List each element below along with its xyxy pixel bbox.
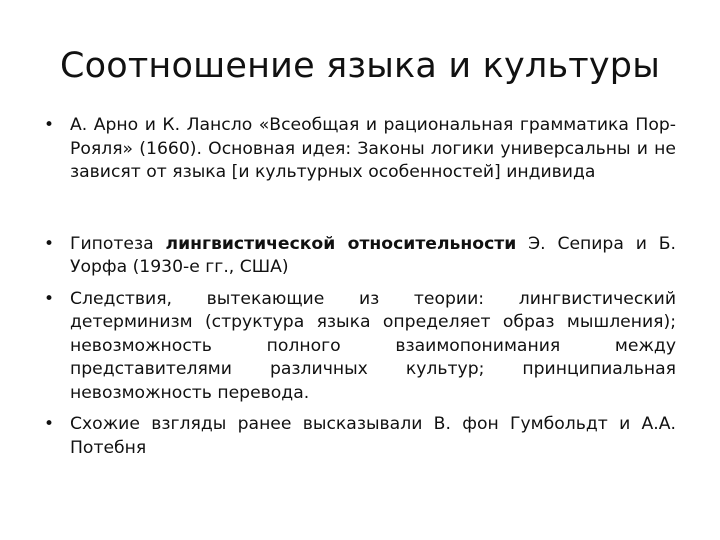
bullet-icon: • — [44, 288, 55, 309]
bullet-icon: • — [44, 115, 55, 135]
bullet-item-consequences — [44, 288, 676, 406]
bullet-item-humboldt-potebnya — [44, 413, 676, 460]
bullet-item-arno-lanslo — [44, 114, 676, 185]
bullet-text-suffix: Э. Сепира и Б. Уорфа (1930-е гг., США) — [70, 233, 676, 277]
slide-title: Соотношение языка и культуры — [59, 46, 661, 86]
bullet-text-bold-term: лингвистической относительности — [165, 233, 517, 254]
bullet-text: Следствия, вытекающие из теории: лингвистический детерминизм (структура языка определяет образ мышления); невозможность полного взаимопонимания между представителями различных культур; принципиальная невозможность перевода. — [70, 288, 676, 403]
bullet-icon: • — [44, 414, 55, 434]
bullet-text-prefix: Гипотеза — [70, 233, 166, 254]
bullet-list — [44, 114, 676, 460]
bullet-icon: • — [44, 233, 55, 254]
bullet-item-sapir-whorf — [44, 233, 676, 280]
bullet-text: А. Арно и К. Лансло «Всеобщая и рациональная грамматика Пор-Рояля» (1660). Основная идея: Законы логики универсальны и не зависят от языка [и культурных особенностей] индивида — [70, 115, 676, 182]
bullet-text: Схожие взгляды ранее высказывали В. фон Гумбольдт и А.А. Потебня — [70, 414, 676, 458]
